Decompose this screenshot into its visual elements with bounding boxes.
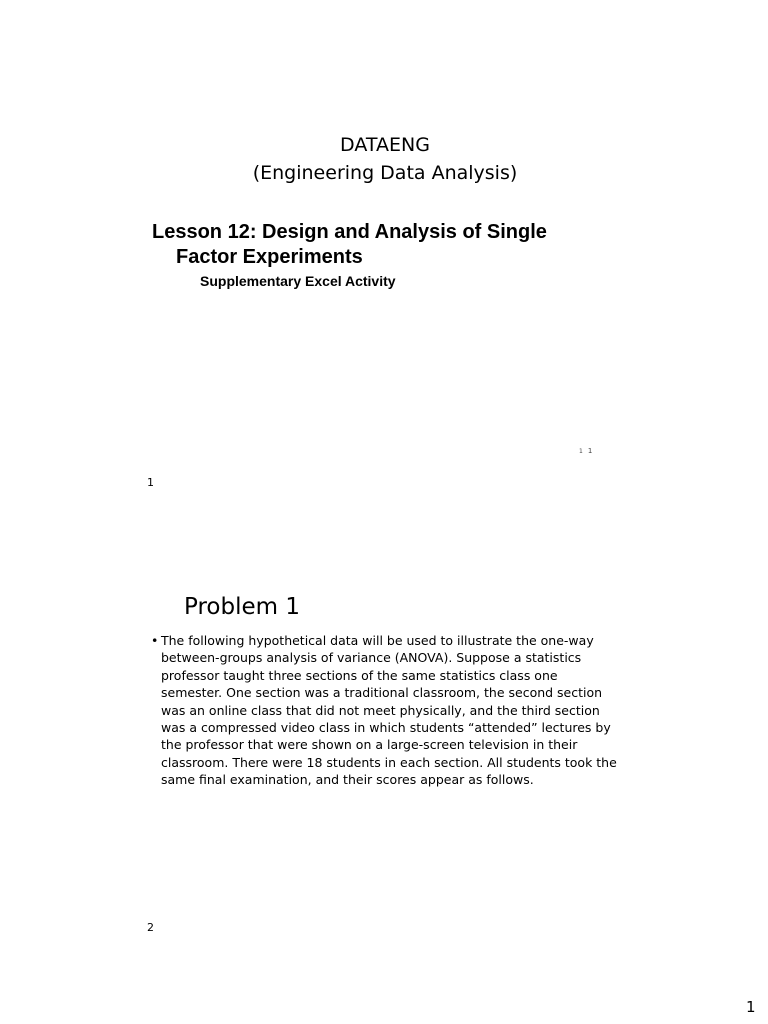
bullet-icon: • [151, 633, 159, 648]
problem-title: Problem 1 [184, 594, 300, 620]
lesson-subtitle: Supplementary Excel Activity [200, 273, 396, 289]
slide-number-1: 1 [147, 476, 154, 489]
slide-mark-b: 1 [587, 447, 594, 455]
course-name: (Engineering Data Analysis) [252, 162, 518, 184]
problem-text: The following hypothetical data will be used to illustrate the one-way between-groups analysis of variance (ANOVA). Suppose a statistics professor taught three sections of the same statistics class one semester. One section was a traditional classroom, the second section was an online class that did not meet physically, and the third section was a compressed video class in which students “attended” lectures by the professor that were shown on a large-screen television in their classroom. There were 18 students in each section. All students took the same final examination, and their scores appear as follows. [161, 633, 617, 788]
lesson-title-line1: Lesson 12: Design and Analysis of Single [152, 221, 547, 243]
slide-number-2: 2 [147, 921, 154, 934]
lesson-title [152, 220, 622, 270]
course-code: DATAENG [340, 134, 430, 156]
page-number: 1 [746, 998, 756, 1016]
slide-mark-a: 1 [579, 448, 584, 455]
slide-mark [579, 447, 593, 455]
problem-bullet [151, 632, 621, 789]
lesson-title-line2: Factor Experiments [176, 246, 363, 268]
